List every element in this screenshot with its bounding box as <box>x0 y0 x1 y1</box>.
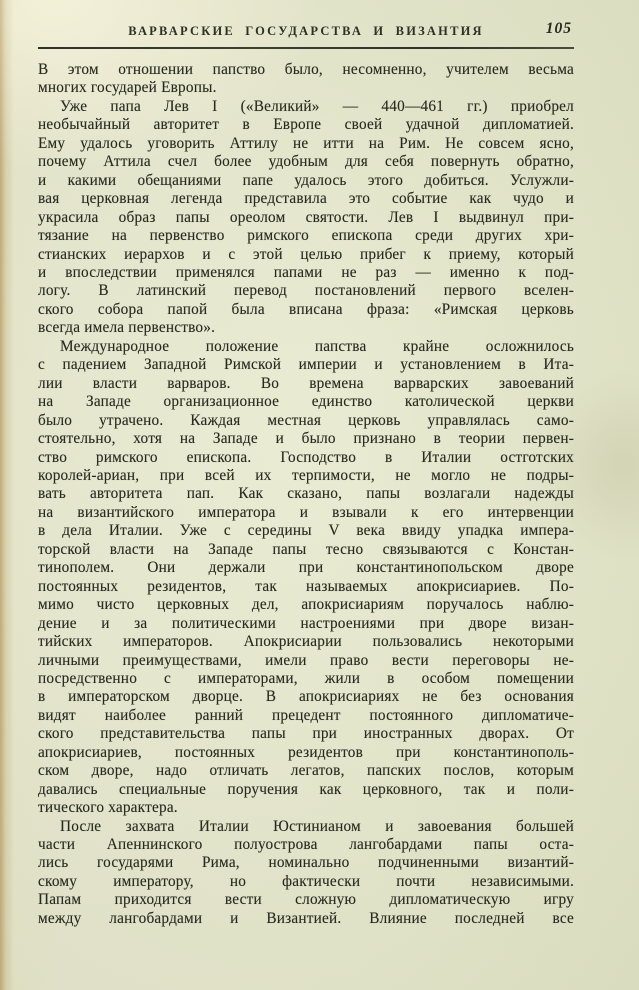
text-line: ского представительства папы при иностранных дворах. От <box>38 725 574 743</box>
running-title: ВАРВАРСКИЕ ГОСУДАРСТВА И ВИЗАНТИЯ <box>128 24 484 38</box>
text-line: Ему удалось уговорить Аттилу не итти на Рим. Не совсем ясно, <box>38 134 574 152</box>
text-line: стоятельно, хотя на Западе и было признано в теории первен- <box>38 430 574 448</box>
text-line: давались специальные поручения как церковного, так и поли- <box>38 780 574 798</box>
text-line: части Апеннинского полуострова лангобардами папы оста- <box>38 836 574 854</box>
text-line: стианских иерархов и с этой целью прибег к приему, который <box>38 245 574 263</box>
text-line: торской власти на Западе папы тесно связываются с Констан- <box>38 540 574 558</box>
page-gutter-shadow <box>0 0 14 990</box>
text-line: В этом отношении папство было, несомненно, учителем весьма <box>38 61 574 78</box>
text-line: королей-ариан, при всей их терпимости, не могло не подры- <box>38 466 574 484</box>
text-line: Международное положение папства крайне осложнилось <box>60 337 574 355</box>
text-line: скому императору, но фактически почти независимыми. <box>38 872 574 890</box>
text-line: на Западе организационное единство католической церкви <box>38 393 574 411</box>
text-line: необычайный авторитет в Европе своей удачной дипломатией. <box>38 116 574 134</box>
text-column <box>38 0 574 928</box>
page-header <box>38 20 574 46</box>
text-line: на византийского императора и взывали к его интервенции <box>38 503 574 521</box>
text-line: видят наиболее ранний прецедент постоянного дипломатиче- <box>38 706 574 724</box>
text-line: Папам приходится вести сложную дипломатическую игру <box>38 891 574 909</box>
text-line: ство римского епископа. Господство в Италии остготских <box>38 448 574 466</box>
text-line: с падением Западной Римской империи и установлением в Ита- <box>38 356 574 374</box>
text-line: посредственно с императорами, жили в особом помещении <box>38 669 574 687</box>
page-number: 105 <box>545 20 572 37</box>
text-line: дение и за политическими настроениями при дворе визан- <box>38 614 574 632</box>
text-line: мимо чисто церковных дел, апокрисиариям поручалось наблю- <box>38 596 574 614</box>
text-line: тязание на первенство римского епископа среди других хри- <box>38 227 574 245</box>
text-line: и впоследствии применялся папами не раз — именно к под- <box>38 263 574 281</box>
text-line: лии власти варваров. Во времена варварских завоеваний <box>38 374 574 392</box>
text-line: лись государями Рима, номинально подчиненными византий- <box>38 854 574 872</box>
text-line: всегда имела первенство». <box>38 319 216 337</box>
text-line: ского собора папой была вписана фраза: «Римская церковь <box>38 300 574 318</box>
text-line: многих государей Европы. <box>38 79 217 97</box>
text-line: тинополем. Они держали при константинопольском дворе <box>38 559 574 577</box>
text-line: почему Аттила счел более удобным для себя повернуть обратно, <box>38 153 574 171</box>
text-line: апокрисиариев, постоянных резидентов при константинополь- <box>38 743 574 761</box>
text-block <box>38 61 574 928</box>
text-line: вая церковная легенда представила это событие как чудо и <box>38 190 574 208</box>
text-line: между лангобардами и Византией. Влияние последней все <box>38 909 574 927</box>
text-line: После захвата Италии Юстинианом и завоевания большей <box>60 817 574 835</box>
text-line: ском дворе, надо отличать легатов, папских послов, которым <box>38 762 574 780</box>
text-line: в императорском дворце. В апокрисиариях не без основания <box>38 688 574 706</box>
text-line: в дела Италии. Уже с середины V века ввиду упадка импера- <box>38 522 574 540</box>
text-line: тического характера. <box>38 799 178 817</box>
text-line: логу. В латинский перевод постановлений первого вселен- <box>38 282 574 300</box>
text-line: украсила образ папы ореолом святости. Лев I выдвинул при- <box>38 208 574 226</box>
text-line: постоянных резидентов, так называемых апокрисиариев. По- <box>38 577 574 595</box>
text-line: было утрачено. Каждая местная церковь управлялась само- <box>38 411 574 429</box>
text-line: личными преимуществами, имели право вести переговоры не- <box>38 651 574 669</box>
text-line: вать авторитета пап. Как сказано, папы возлагали надежды <box>38 485 574 503</box>
text-line: тийских императоров. Апокрисиарии пользовались некоторыми <box>38 633 574 651</box>
text-line: Уже папа Лев I («Великий» — 440—461 гг.) приобрел <box>60 97 574 115</box>
text-line: и какими обещаниями папе удалось этого добиться. Услужли- <box>38 171 574 189</box>
header-rule <box>38 47 574 49</box>
